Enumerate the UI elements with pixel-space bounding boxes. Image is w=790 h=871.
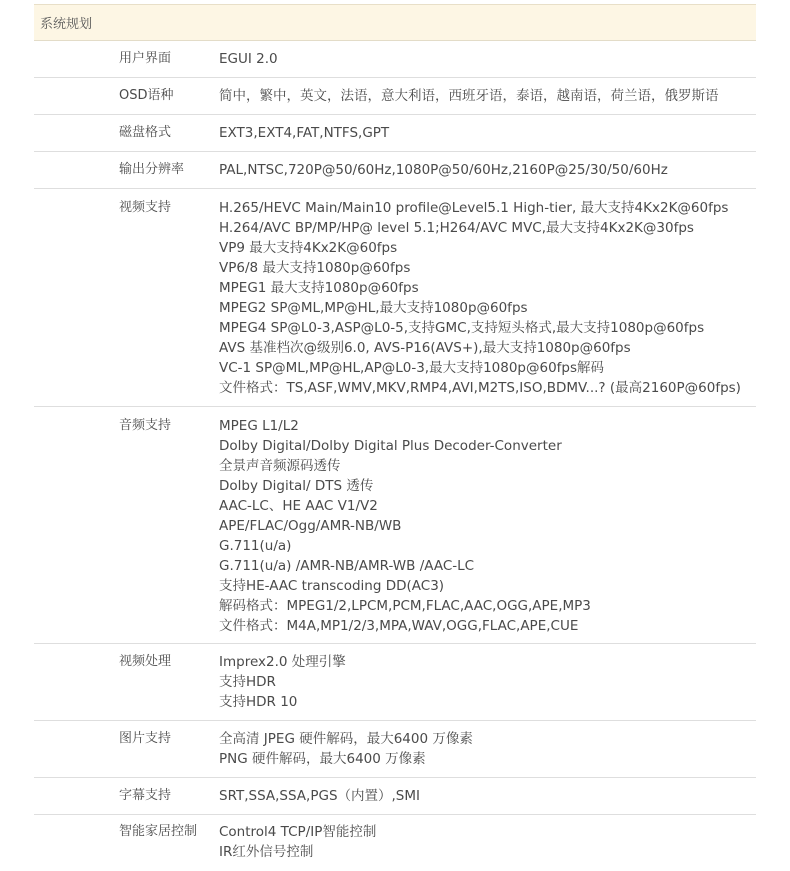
spec-row	[34, 78, 756, 115]
spec-row	[34, 41, 756, 78]
spec-row	[34, 115, 756, 152]
spec-value-line: G.711(u/a)	[219, 538, 292, 554]
spec-value-line: 文件格式：M4A,MP1/2/3,MPA,WAV,OGG,FLAC,APE,CUE	[219, 618, 579, 634]
spec-value-line: AAC-LC、HE AAC V1/V2	[219, 498, 378, 514]
spec-label: OSD语种	[119, 88, 174, 103]
spec-value-line: MPEG L1/L2	[219, 418, 299, 434]
spec-row	[34, 189, 756, 407]
spec-value-line: 全景声音频源码透传	[219, 458, 341, 474]
section-header	[34, 4, 756, 41]
spec-label: 音频支持	[119, 418, 172, 433]
spec-values	[219, 778, 756, 814]
spec-value-line: SRT,SSA,SSA,PGS（内置）,SMI	[219, 788, 420, 804]
spec-value-line: H.265/HEVC Main/Main10 profile@Level5.1 High-tier, 最大支持4Kx2K@60fps	[219, 200, 729, 216]
spec-values	[219, 41, 756, 77]
spec-value-line: APE/FLAC/Ogg/AMR-NB/WB	[219, 518, 402, 534]
spec-values	[219, 644, 756, 720]
spec-value-line: IR红外信号控制	[219, 844, 314, 860]
spec-value-line: AVS 基准档次@级别6.0, AVS-P16(AVS+),最大支持1080p@60fps	[219, 340, 631, 356]
spec-label: 字幕支持	[119, 788, 172, 803]
spec-values	[219, 407, 756, 643]
spec-value-line: VP6/8 最大支持1080p@60fps	[219, 260, 411, 276]
spec-value-line: MPEG1 最大支持1080p@60fps	[219, 280, 419, 296]
spec-label: 视频支持	[119, 200, 172, 215]
spec-row	[34, 644, 756, 721]
spec-value-line: Dolby Digital/Dolby Digital Plus Decoder-Converter	[219, 438, 562, 454]
spec-label: 磁盘格式	[119, 125, 172, 140]
spec-value-line: MPEG4 SP@L0-3,ASP@L0-5,支持GMC,支持短头格式,最大支持1080p@60fps	[219, 320, 705, 336]
spec-row	[34, 815, 756, 867]
spec-value-line: PNG 硬件解码，最大6400 万像素	[219, 751, 426, 767]
spec-value-line: 文件格式：TS,ASF,WMV,MKV,RMP4,AVI,M2TS,ISO,BDMV...? (最高2160P@60fps)	[219, 380, 741, 396]
spec-row	[34, 721, 756, 778]
spec-value-line: MPEG2 SP@ML,MP@HL,最大支持1080p@60fps	[219, 300, 528, 316]
spec-value-line: Imprex2.0 处理引擎	[219, 654, 346, 670]
spec-values	[219, 721, 756, 777]
spec-value-line: VP9 最大支持4Kx2K@60fps	[219, 240, 398, 256]
spec-rows	[34, 41, 756, 867]
spec-values	[219, 115, 756, 151]
spec-value-line: 解码格式：MPEG1/2,LPCM,PCM,FLAC,AAC,OGG,APE,MP3	[219, 598, 591, 614]
spec-label: 用户界面	[119, 51, 172, 66]
spec-label: 视频处理	[119, 654, 172, 669]
spec-table	[34, 4, 756, 867]
spec-label: 智能家居控制	[119, 824, 198, 839]
spec-values	[219, 152, 756, 188]
spec-row	[34, 407, 756, 644]
spec-row	[34, 152, 756, 189]
spec-value-line: PAL,NTSC,720P@50/60Hz,1080P@50/60Hz,2160P@25/30/50/60Hz	[219, 162, 668, 178]
spec-value-line: G.711(u/a) /AMR-NB/AMR-WB /AAC-LC	[219, 558, 475, 574]
spec-value-line: 支持HDR 10	[219, 694, 298, 710]
spec-label: 输出分辨率	[119, 162, 185, 177]
spec-row	[34, 778, 756, 815]
spec-value-line: H.264/AVC BP/MP/HP@ level 5.1;H264/AVC MVC,最大支持4Kx2K@30fps	[219, 220, 694, 236]
spec-value-line: EXT3,EXT4,FAT,NTFS,GPT	[219, 125, 390, 141]
spec-value-line: 简中，繁中，英文，法语，意大利语，西班牙语，泰语，越南语，荷兰语，俄罗斯语	[219, 88, 719, 104]
spec-value-line: Control4 TCP/IP智能控制	[219, 824, 377, 840]
spec-value-line: VC-1 SP@ML,MP@HL,AP@L0-3,最大支持1080p@60fps解码	[219, 360, 605, 376]
spec-value-line: 支持HDR	[219, 674, 276, 690]
section-title: 系统规划	[40, 17, 93, 32]
spec-value-line: Dolby Digital/ DTS 透传	[219, 478, 374, 494]
spec-values	[219, 815, 756, 867]
spec-values	[219, 78, 756, 114]
spec-values	[219, 189, 756, 406]
spec-value-line: EGUI 2.0	[219, 51, 278, 67]
spec-value-line: 支持HE-AAC transcoding DD(AC3)	[219, 578, 445, 594]
spec-label: 图片支持	[119, 731, 172, 746]
spec-value-line: 全高清 JPEG 硬件解码，最大6400 万像素	[219, 731, 473, 747]
